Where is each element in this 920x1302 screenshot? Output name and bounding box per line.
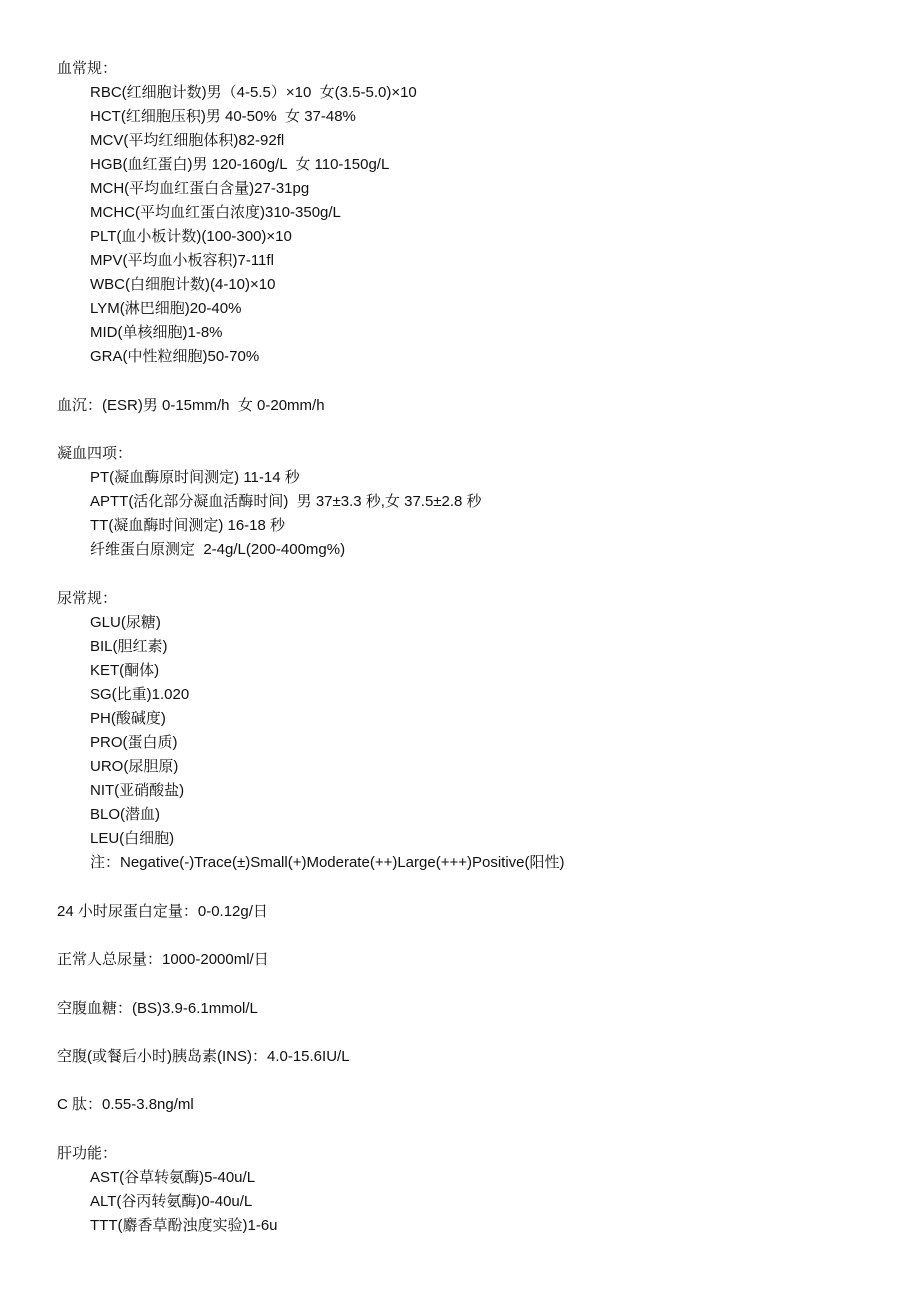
list-item: BLO(潜血) [90, 806, 161, 823]
list-item: GLU(尿糖) [90, 614, 161, 631]
list-item: URO(尿胆原) [90, 758, 179, 775]
section-heading-liver-function: 肝功能： [57, 1145, 118, 1162]
section-heading-urine-routine: 尿常规： [57, 590, 118, 607]
list-item: AST(谷草转氨酶)5-40u/L [90, 1169, 256, 1186]
list-item: NIT(亚硝酸盐) [90, 782, 185, 799]
note-line: 注：Negative(-)Trace(±)Small(+)Moderate(++)Large(+++)Positive(阳性) [90, 854, 565, 871]
list-item: PRO(蛋白质) [90, 734, 178, 751]
list-item: PLT(血小板计数)(100-300)×10 [90, 228, 292, 245]
list-item: MCV(平均红细胞体积)82-92fl [90, 132, 285, 149]
list-item: BIL(胆红素) [90, 638, 168, 655]
list-item: MCHC(平均血红蛋白浓度)310-350g/L [90, 204, 341, 221]
section-heading-total-urine: 正常人总尿量：1000-2000ml/日 [57, 951, 269, 968]
list-item: APTT(活化部分凝血活酶时间) 男 37±3.3 秒,女 37.5±2.8 秒 [90, 493, 482, 510]
list-item: MID(单核细胞)1-8% [90, 324, 223, 341]
list-item: KET(酮体) [90, 662, 160, 679]
section-heading-blood-routine: 血常规： [57, 60, 118, 77]
list-item: ALT(谷丙转氨酶)0-40u/L [90, 1193, 253, 1210]
section-heading-fasting-glucose: 空腹血糖：(BS)3.9-6.1mmol/L [57, 1000, 258, 1017]
list-item: LYM(淋巴细胞)20-40% [90, 300, 242, 317]
list-item: MCH(平均血红蛋白含量)27-31pg [90, 180, 310, 197]
list-item: HCT(红细胞压积)男 40-50% 女 37-48% [90, 108, 356, 125]
list-item: GRA(中性粒细胞)50-70% [90, 348, 260, 365]
section-heading-c-peptide: C 肽：0.55-3.8ng/ml [57, 1096, 194, 1113]
section-heading-esr: 血沉：(ESR)男 0-15mm/h 女 0-20mm/h [57, 397, 325, 414]
list-item: HGB(血红蛋白)男 120-160g/L 女 110-150g/L [90, 156, 390, 173]
list-item: LEU(白细胞) [90, 830, 175, 847]
list-item: PH(酸碱度) [90, 710, 166, 727]
list-item: RBC(红细胞计数)男（4-5.5）×10 女(3.5-5.0)×10 [90, 84, 417, 101]
list-item: 纤维蛋白原测定 2-4g/L(200-400mg%) [90, 541, 346, 558]
list-item: WBC(白细胞计数)(4-10)×10 [90, 276, 276, 293]
list-item: SG(比重)1.020 [90, 686, 190, 703]
section-heading-24h-urine-protein: 24 小时尿蛋白定量：0-0.12g/日 [57, 903, 268, 920]
list-item: TTT(麝香草酚浊度实验)1-6u [90, 1217, 278, 1234]
list-item: PT(凝血酶原时间测定) 11-14 秒 [90, 469, 300, 486]
section-heading-insulin: 空腹(或餐后小时)胰岛素(INS)：4.0-15.6IU/L [57, 1048, 350, 1065]
list-item: TT(凝血酶时间测定) 16-18 秒 [90, 517, 286, 534]
list-item: MPV(平均血小板容积)7-11fl [90, 252, 274, 269]
section-heading-coagulation: 凝血四项： [57, 445, 133, 462]
